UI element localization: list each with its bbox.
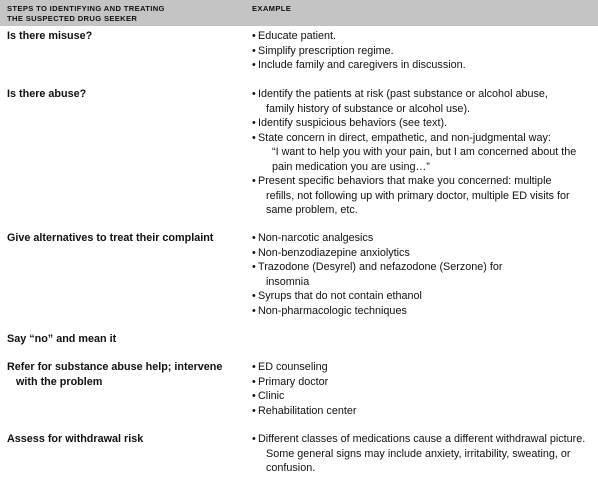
bullet: • <box>252 261 256 273</box>
bullet: • <box>252 375 256 388</box>
bullet: • <box>252 361 256 373</box>
quote-line: “I want to help you with your pain, but I am concerned about the <box>272 146 577 158</box>
step-text: Is there abuse? <box>7 88 87 100</box>
example-text: Educate patient. <box>258 30 337 42</box>
example-text: Simplify prescription regime. <box>258 44 394 57</box>
bullet: • <box>252 246 256 259</box>
list-item <box>252 58 596 73</box>
example-text: Rehabilitation center <box>258 404 357 417</box>
list-item <box>252 404 596 419</box>
example-text: Different classes of medications cause a different withdrawal picture. <box>258 433 586 445</box>
list-item <box>252 231 596 246</box>
examples-misuse <box>252 29 596 73</box>
step-withdrawal <box>7 432 247 447</box>
bullet: • <box>252 433 256 445</box>
list-item <box>252 174 596 218</box>
example-text: refills, not following up with primary doctor, multiple ED visits for <box>266 189 570 202</box>
example-text: family history of substance or alcohol use). <box>266 102 471 115</box>
bullet: • <box>252 44 256 57</box>
list-item <box>252 389 596 404</box>
example-text: ED counseling <box>258 361 328 373</box>
example-text: Identify suspicious behaviors (see text). <box>258 117 448 129</box>
list-item <box>252 360 596 375</box>
steps-column-header <box>7 4 165 24</box>
bullet: • <box>252 390 256 402</box>
example-text: Present specific behaviors that make you concerned: multiple <box>258 175 552 187</box>
example-text: Non-benzodiazepine anxiolytics <box>258 246 410 259</box>
example-text: Trazodone (Desyrel) and nefazodone (Serzone) for <box>258 261 503 273</box>
example-text: State concern in direct, empathetic, and non-judgmental way: <box>258 131 551 144</box>
step-text: Give alternatives to treat their complaint <box>7 232 214 244</box>
list-item <box>252 304 596 319</box>
bullet: • <box>252 304 256 317</box>
step-text: with the problem <box>16 376 103 388</box>
list-item <box>252 87 596 116</box>
example-text: Clinic <box>258 390 285 402</box>
step-text: Assess for withdrawal risk <box>7 433 144 445</box>
examples-refer <box>252 360 596 418</box>
bullet: • <box>252 290 256 302</box>
example-text: insomnia <box>266 275 310 288</box>
examples-abuse <box>252 87 596 218</box>
example-text: Some general signs may include anxiety, irritability, sweating, or <box>266 447 571 460</box>
list-item <box>252 375 596 390</box>
bullet: • <box>252 59 256 71</box>
examples-alternatives <box>252 231 596 318</box>
table-header <box>0 0 598 26</box>
example-column-header: EXAMPLE <box>252 4 292 13</box>
example-text: confusion. <box>266 462 316 474</box>
bullet: • <box>252 88 256 100</box>
examples-withdrawal <box>252 432 596 476</box>
example-text: same problem, etc. <box>266 204 358 216</box>
example-text: Include family and caregivers in discussion. <box>258 59 466 71</box>
step-misuse <box>7 29 247 44</box>
step-text: Refer for substance abuse help; intervene <box>7 361 223 373</box>
list-item <box>252 29 596 44</box>
bullet: • <box>252 117 256 129</box>
bullet: • <box>252 175 256 187</box>
bullet: • <box>252 232 256 244</box>
example-text: Identify the patients at risk (past substance or alcohol abuse, <box>258 88 548 100</box>
bullet: • <box>252 30 256 42</box>
steps-header-line: STEPS TO IDENTIFYING AND TREATING <box>7 4 165 13</box>
step-abuse <box>7 87 247 102</box>
list-item <box>252 44 596 59</box>
bullet: • <box>252 131 256 144</box>
step-alternatives <box>7 231 247 246</box>
steps-header-line: THE SUSPECTED DRUG SEEKER <box>7 14 138 23</box>
step-say-no <box>7 332 247 347</box>
list-item <box>252 432 596 476</box>
list-item <box>252 260 596 289</box>
list-item <box>252 116 596 131</box>
example-text: Non-pharmacologic techniques <box>258 304 407 317</box>
quote-line: pain medication you are using…” <box>272 160 430 173</box>
step-refer <box>7 360 247 390</box>
example-text: Syrups that do not contain ethanol <box>258 290 422 302</box>
example-text: Non-narcotic analgesics <box>258 232 374 244</box>
list-item <box>252 131 596 175</box>
example-text: Primary doctor <box>258 375 329 388</box>
step-text: Is there misuse? <box>7 30 93 42</box>
list-item <box>252 289 596 304</box>
bullet: • <box>252 404 256 417</box>
list-item <box>252 246 596 261</box>
step-text: Say “no” and mean it <box>7 333 117 345</box>
